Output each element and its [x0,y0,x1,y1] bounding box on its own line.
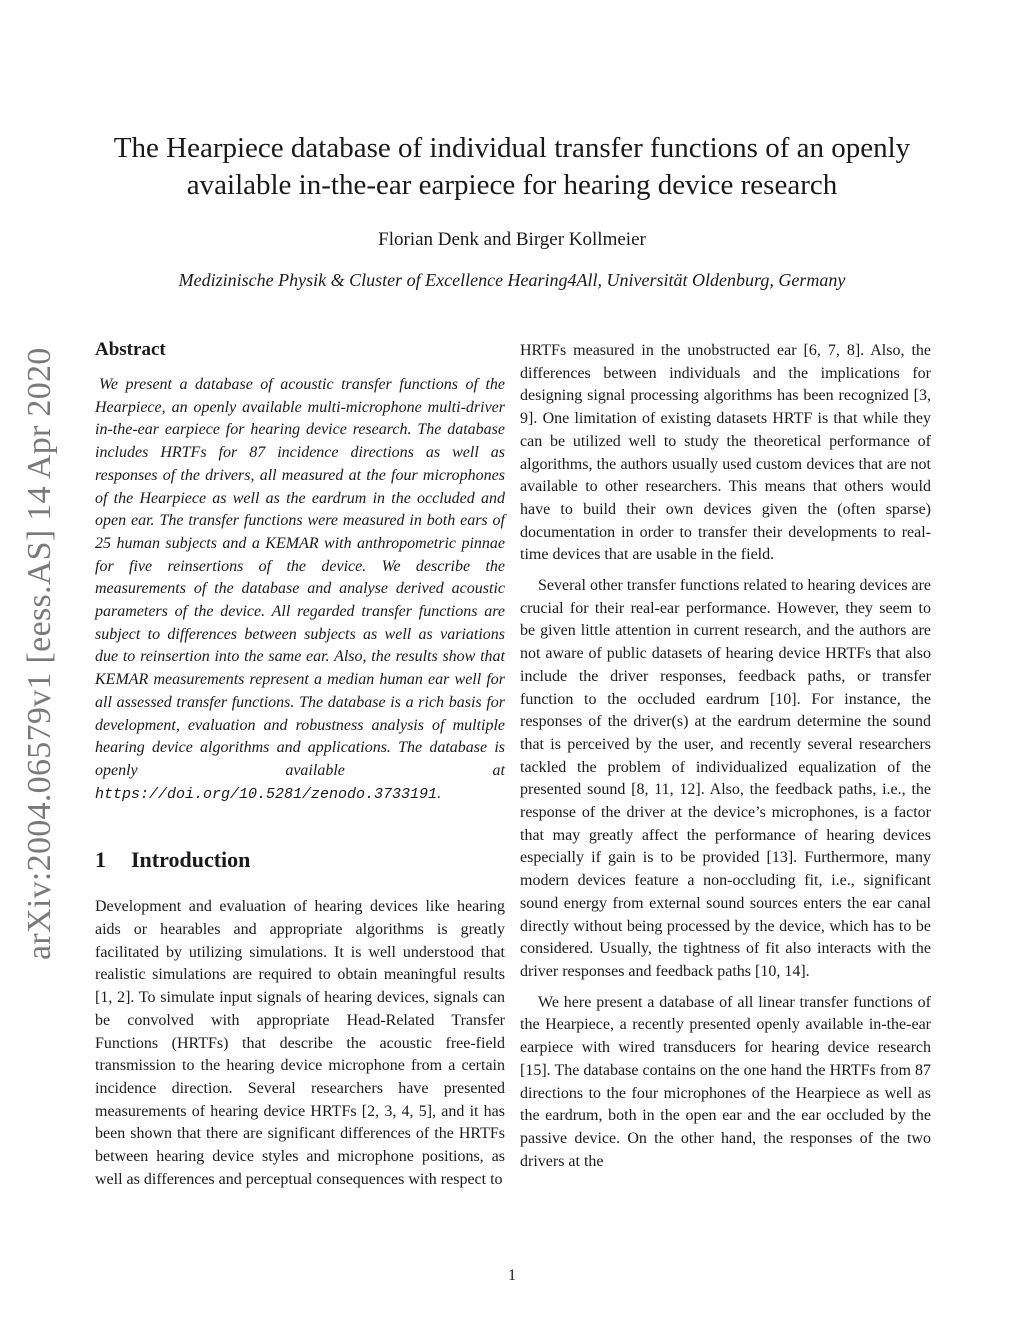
left-column [95,338,505,1192]
paper-title-line-1: The Hearpiece database of individual transfer functions of an openly [113,132,911,164]
page-number: 1 [508,1267,516,1284]
right-column [520,340,931,1173]
abstract-body-text: We present a database of acoustic transfer functions of the Hearpiece, an openly available multi-microphone multi-driver in-the-ear earpiece for hearing device research. The database includes HRTFs for 87 incidence directions as well as responses of the drivers, all measured at the four microphones of the Hearpiece as well as the eardrum in the occluded and open ear. The transfer functions were measured in both ears of 25 human subjects and a KEMAR with anthropometric pinnae for five reinsertions of the device. We describe the measurements of the database and analyse derived acoustic parameters of the device. All regarded transfer functions are subject to differences between subjects as well as variations due to reinsertion into the same ear. Also, the results show that KEMAR measurements represent a median human ear well for all assessed transfer functions. The database is a rich basis for development, evaluation and robustness analysis of multiple hearing device algorithms and applications. The database is openly available at [95,376,505,779]
intro-paragraph-left-1: Development and evaluation of hearing devices like hearing aids or hearables and appropriate algorithms is greatly facilitated by utilizing simulations. It is well understood that realistic simulations are required to obtain meaningful results [1, 2]. To simulate input signals of hearing devices, signals can be convolved with appropriate Head-Related Transfer Functions (HRTFs) that describe the acoustic free-field transmission to the hearing device microphone from a certain incidence direction. Several researchers have presented measurements of hearing device HRTFs [2, 3, 4, 5], and it has been shown that there are significant differences of the HRTFs between hearing device styles and microphone positions, as well as differences and perceptual consequences with respect to [95,898,505,1188]
paper-affiliation: Medizinische Physik & Cluster of Excellence Hearing4All, Universität Oldenburg, Germany [178,270,846,290]
paper-title [60,130,964,204]
intro-paragraph-right-3: We here present a database of all linear transfer functions of the Hearpiece, a recently presented openly available in-the-ear earpiece with wired transducers for hearing device research [15]. The database contains on the one hand the HRTFs from 87 directions to the four microphones of the Hearpiece as well as the eardrum, both in the open ear and the ear occluded by the passive device. On the other hand, the responses of the two drivers at the [520,993,931,1170]
abstract-heading: Abstract [95,339,166,360]
section-number: 1 [95,847,106,873]
intro-paragraph-right-1: HRTFs measured in the unobstructed ear [6, 7, 8]. Also, the differences between individuals and the implications for designing signal processing algorithms has been recognized [3, 9]. One limitation of existing datasets HRTF is that while they can be utilized well to study the theoretical performance of algorithms, the authors usually used custom devices that are not available to other researchers. This means that others would have to build their own devices given the (often sparse) documentation in order to transfer their developments to real-time devices that are usable in the field. [520,342,931,564]
abstract-doi-link[interactable]: https://doi.org/10.5281/zenodo.3733191 [95,785,438,803]
paper-authors: Florian Denk and Birger Kollmeier [378,229,646,250]
abstract-text [95,374,505,806]
abstract-url-suffix: . [437,784,442,802]
introduction-heading [95,846,505,874]
paper-title-line-2: available in-the-ear earpiece for hearing device research [186,169,838,201]
intro-paragraph-right-2: Several other transfer functions related to hearing devices are crucial for their real-ear performance. However, they seem to be given little attention in current research, and the authors are not aware of public datasets of hearing device HRTFs that also include the driver responses, feedback paths, or transfer function to the occluded eardrum [10]. For instance, the responses of the driver(s) at the eardrum determine the sound that is perceived by the user, and recently several researchers tackled the problem of individualized equalization of the presented sound [8, 11, 12]. Also, the feedback paths, i.e., the response of the driver at the device’s microphones, is a factor that may greatly affect the performance of hearing devices especially if gain is to be provided [13]. Furthermore, many modern devices feature a non-occluding fit, i.e., significant sound energy from external sound sources enters the ear canal directly without being processed by the device, which has to be considered. Usually, the tightness of fit also interacts with the driver responses and feedback paths [10, 14]. [520,577,931,980]
section-title: Introduction [131,847,251,873]
arxiv-identifier-stamp: arXiv:2004.06579v1 [eess.AS] 14 Apr 2020 [21,347,58,960]
